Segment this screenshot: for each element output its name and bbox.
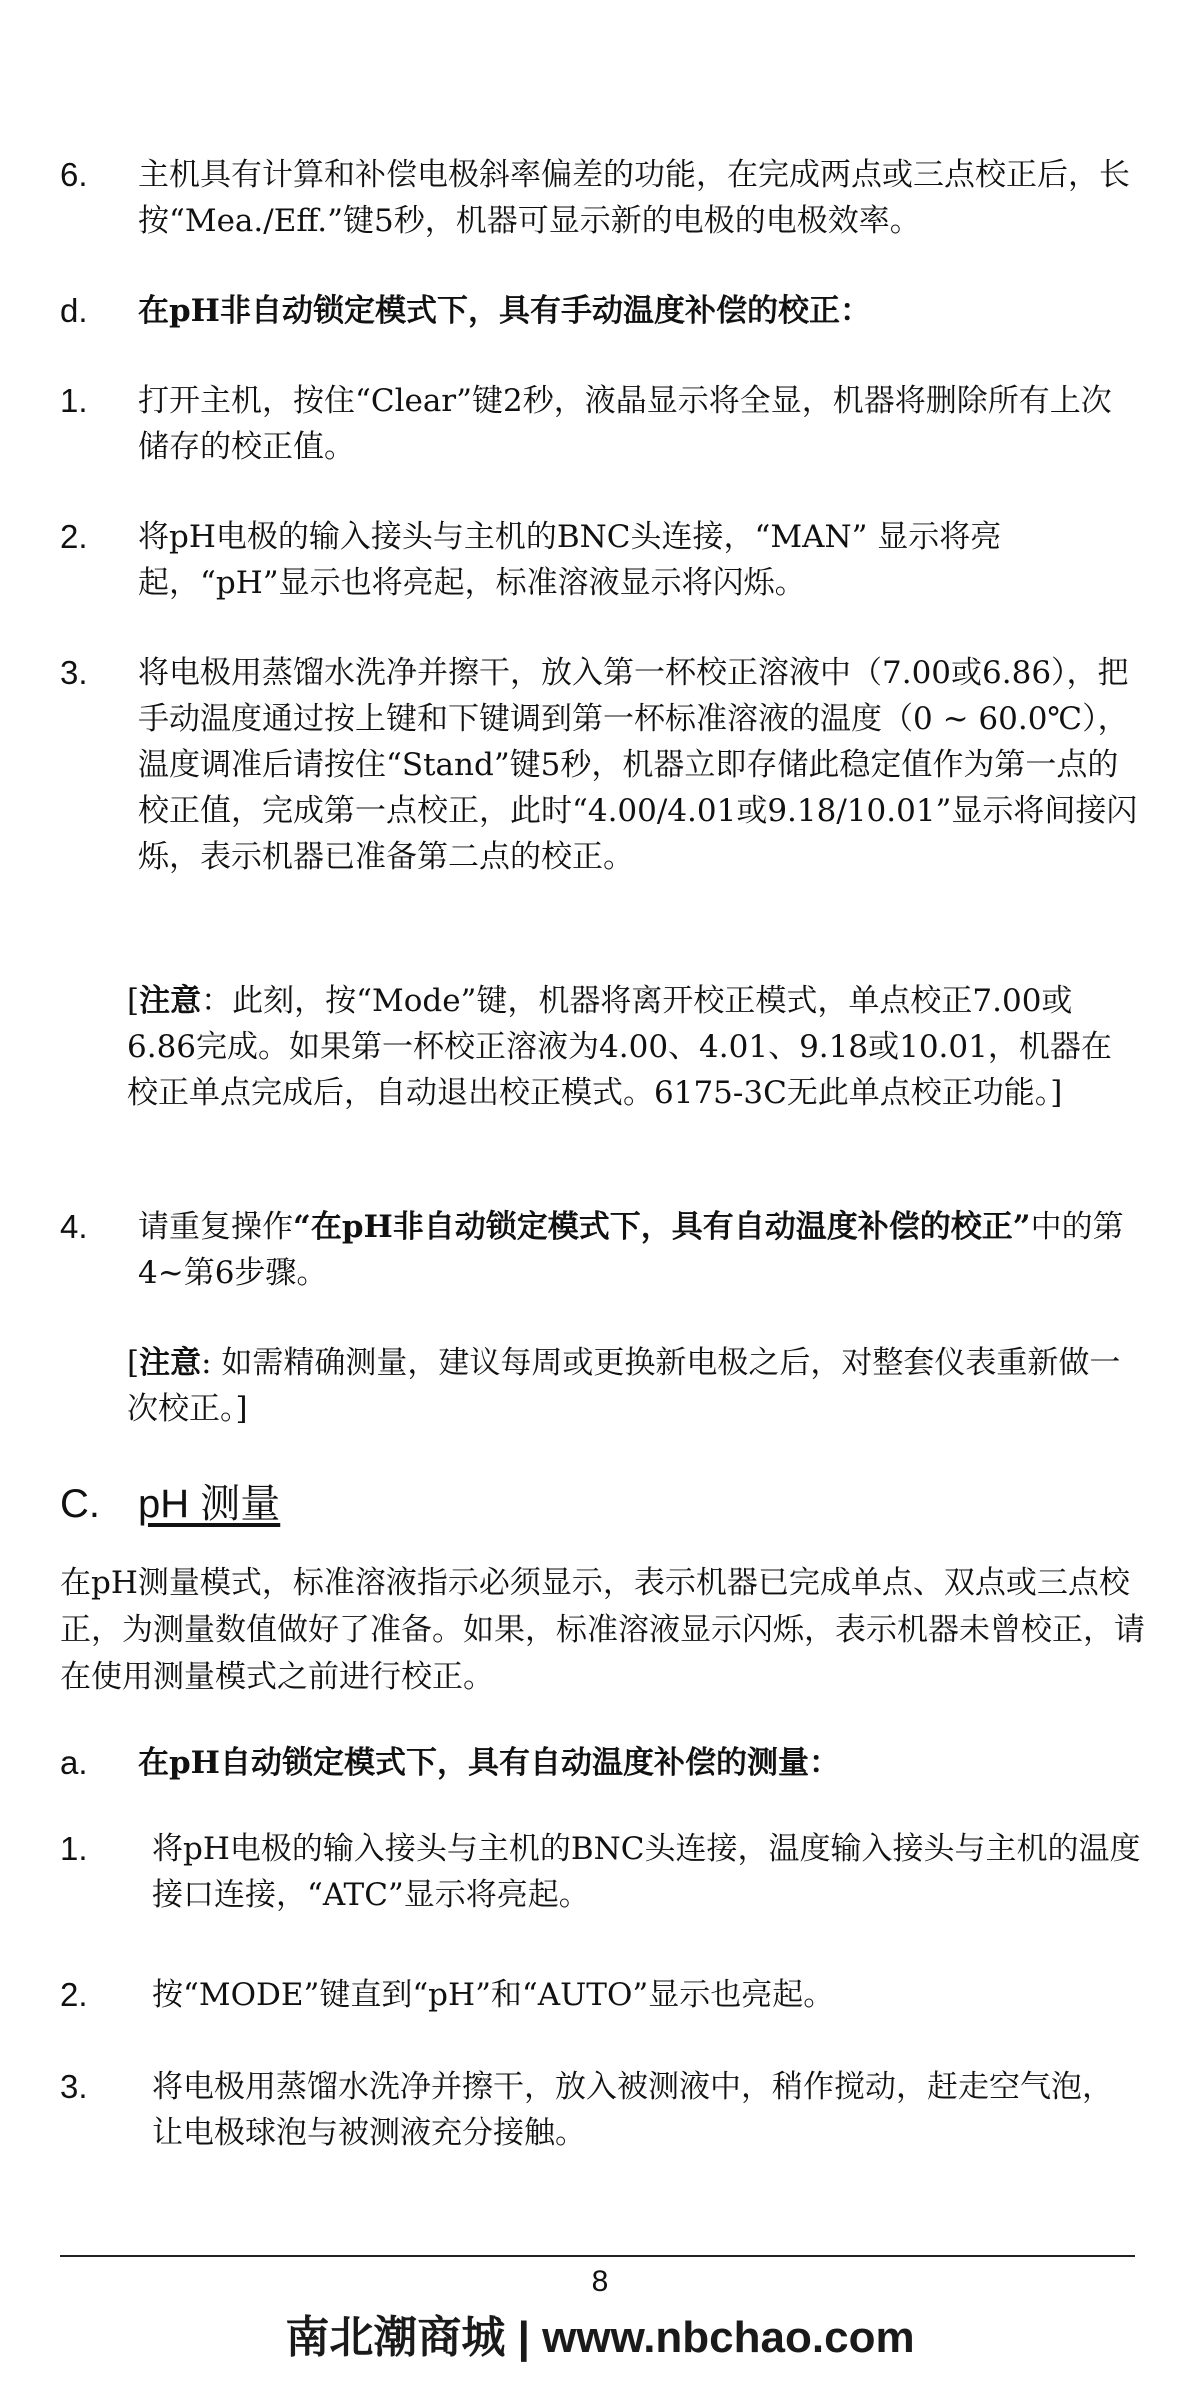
list-item <box>60 650 1140 890</box>
note-text: ：此刻，按“Mode”键，机器将离开校正模式，单点校正7.00或6.86完成。如果第一杯校正溶液为4.00、4.01、9.18或10.01，机器在校正单点完成后，自动退出校正模式。6175-3C无此单点校正功能。] <box>127 983 1112 1111</box>
item-text <box>138 1204 1138 1296</box>
list-item <box>60 1826 1140 1926</box>
item-number: 2. <box>60 518 88 555</box>
item-text: 打开主机，按住“Clear”键2秒，液晶显示将全显，机器将删除所有上次储存的校正值。 <box>138 383 1112 465</box>
item-number: 1. <box>60 1830 88 1867</box>
list-item <box>60 378 1140 478</box>
note-bracket: [ <box>127 1345 140 1381</box>
item-number: d. <box>60 292 88 329</box>
site-watermark: 南北潮商城 | www.nbchao.com <box>285 2313 915 2362</box>
item-text-pre: 请重复操作 <box>138 1209 293 1245</box>
list-item <box>60 1204 1140 1304</box>
note-bracket: [ <box>127 983 140 1019</box>
subsection-heading-text: 在pH非自动锁定模式下，具有手动温度补偿的校正： <box>138 293 871 329</box>
item-text: 按“MODE”键直到“pH”和“AUTO”显示也亮起。 <box>152 1977 835 2013</box>
item-text-bold: “在pH非自动锁定模式下，具有自动温度补偿的校正” <box>293 1209 1031 1245</box>
item-number: 3. <box>60 654 88 691</box>
note-block <box>127 1340 1137 1432</box>
item-number: 2. <box>60 1976 88 2013</box>
subsection-heading-text: 在pH自动锁定模式下，具有自动温度补偿的测量： <box>138 1745 840 1781</box>
note-label: 注意 <box>139 1345 202 1381</box>
item-text: 将pH电极的输入接头与主机的BNC头连接，温度输入接头与主机的温度接口连接，“ATC”显示将亮起。 <box>152 1831 1141 1913</box>
item-number: 3. <box>60 2068 88 2105</box>
item-number: 1. <box>60 382 88 419</box>
item-number: a. <box>60 1744 88 1781</box>
item-text: 将电极用蒸馏水洗净并擦干，放入第一杯校正溶液中（7.00或6.86），把手动温度通过按上键和下键调到第一杯标准溶液的温度（0 ~ 60.0℃），温度调准后请按住“Stand”键5秒，机器立即存储此稳定值作为第一点的校正值，完成第一点校正，此时“4.00/4.01或9.18/10.01”显示将间接闪烁，表示机器已准备第二点的校正。 <box>138 655 1138 875</box>
item-number: 4. <box>60 1208 88 1245</box>
subsection-heading <box>60 288 1140 338</box>
subsection-heading <box>60 1740 1140 1790</box>
note-text: : 如需精确测量，建议每周或更换新电极之后，对整套仪表重新做一次校正。] <box>127 1345 1121 1427</box>
item-number: 6. <box>60 156 88 193</box>
section-paragraph: 在pH测量模式，标准溶液指示必须显示，表示机器已完成单点、双点或三点校正，为测量数值做好了准备。如果，标准溶液显示闪烁，表示机器未曾校正，请在使用测量模式之前进行校正。 <box>60 1565 1145 1695</box>
list-item <box>60 152 1140 252</box>
section-letter: C. <box>60 1482 100 1526</box>
list-item <box>60 2064 1140 2164</box>
section-title: pH 测量 <box>138 1482 281 1526</box>
list-item <box>60 514 1140 614</box>
item-text: 主机具有计算和补偿电极斜率偏差的功能，在完成两点或三点校正后，长按“Mea./Eff.”键5秒，机器可显示新的电极的电极效率。 <box>138 157 1130 239</box>
list-item <box>60 1972 1140 2022</box>
item-text: 将pH电极的输入接头与主机的BNC头连接，“MAN” 显示将亮起，“pH”显示也将亮起，标准溶液显示将闪烁。 <box>138 519 1002 601</box>
page-number: 8 <box>591 2265 609 2298</box>
footer-divider <box>60 2255 1135 2257</box>
note-label: 注意 <box>139 983 202 1019</box>
item-text: 将电极用蒸馏水洗净并擦干，放入被测液中，稍作搅动，赶走空气泡，让电极球泡与被测液充分接触。 <box>152 2069 1113 2151</box>
note-block <box>127 978 1137 1116</box>
item-text-post: 中的第4~第6步骤。 <box>138 1209 1124 1291</box>
section-heading <box>60 1476 280 1532</box>
